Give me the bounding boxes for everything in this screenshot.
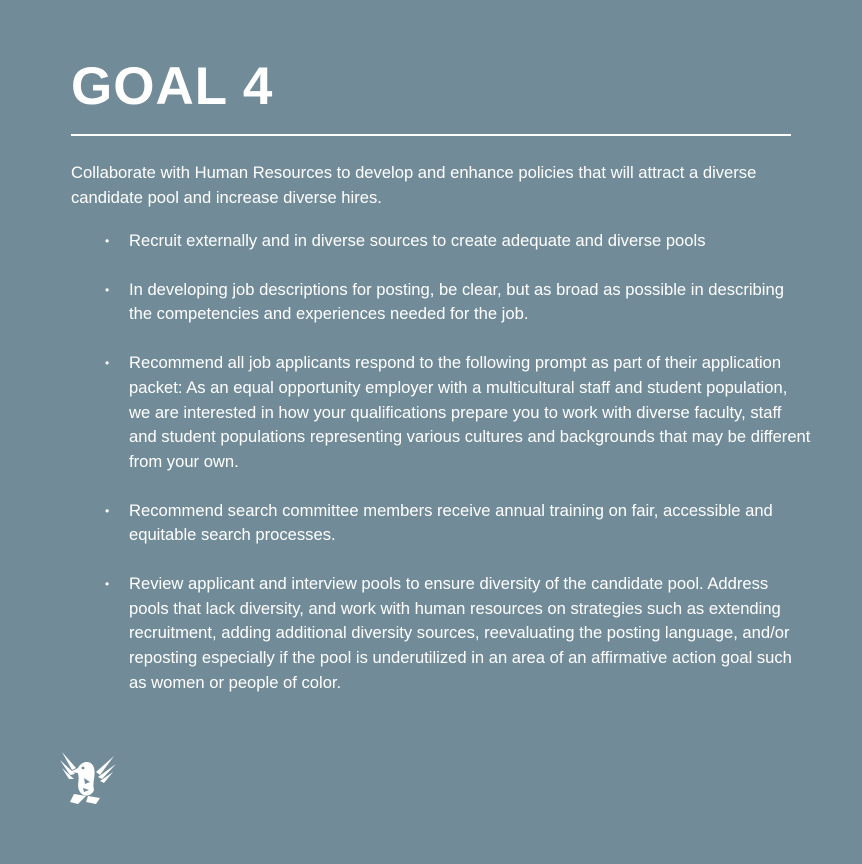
list-item-text: Review applicant and interview pools to ensure diversity of the candidate pool. Address pools that lack diversity, and work with human resources on strategies such as extending recruitment, adding additional diversity sources, reevaluating the posting language, and/or reposting especially if the pool is underutilized in an area of an affirmative action goal such as women or people of color.: [129, 574, 792, 692]
list-item: [71, 572, 811, 696]
list-item-text: Recommend all job applicants respond to the following prompt as part of their application packet: As an equal opportunity employer with a multicultural staff and student population, we are interested in how your qualifications prepare you to work with diverse faculty, staff and student populations representing various cultures and backgrounds that may be different from your own.: [129, 353, 811, 471]
bullet-list: [71, 229, 811, 720]
list-item: [71, 278, 811, 327]
bullet-dot: •: [105, 356, 110, 371]
bullet-dot: •: [105, 234, 110, 248]
list-item: [71, 229, 811, 254]
list-item-text: In developing job descriptions for posting, be clear, but as broad as possible in describing the competencies and experiences needed for the job.: [129, 279, 784, 324]
title-divider: [71, 134, 791, 136]
bullet-dot: •: [105, 577, 110, 592]
page-title: GOAL 4: [71, 57, 274, 116]
bullet-dot: •: [105, 282, 110, 297]
list-item-text: Recommend search committee members receive annual training on fair, accessible and equitable search processes.: [129, 500, 773, 545]
eagle-icon: [56, 746, 118, 808]
list-item: [71, 499, 811, 548]
list-item: [71, 351, 811, 475]
list-item-text: Recruit externally and in diverse sources to create adequate and diverse pools: [129, 231, 706, 250]
bullet-dot: •: [105, 503, 110, 518]
goal-intro: Collaborate with Human Resources to develop and enhance policies that will attract a diverse candidate pool and increase diverse hires.: [71, 163, 757, 207]
